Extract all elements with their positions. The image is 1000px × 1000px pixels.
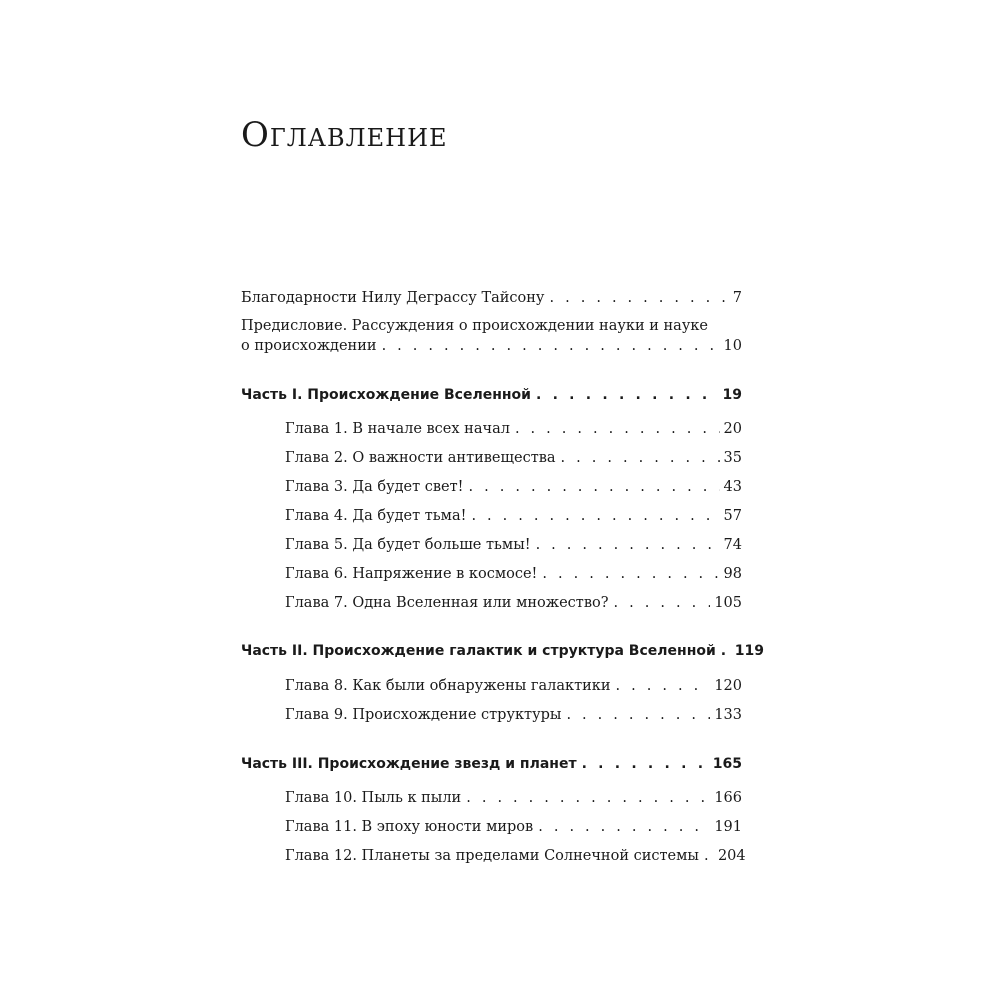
dot-leader [538,817,710,837]
toc-part-page: 165 [712,756,742,772]
toc-entry-title: Предисловие. Рассуждения о происхождении науки и науке [241,318,708,334]
toc-chapter-7[interactable] [285,593,742,613]
toc-part-3[interactable] [241,754,742,774]
toc-chapter-title: Глава 2. О важности антивещества [285,450,556,466]
toc-chapter-5[interactable] [285,535,742,555]
dot-leader [468,477,719,497]
toc-chapter-8[interactable] [285,676,742,696]
toc-chapter-title: Глава 5. Да будет больше тьмы! [285,537,531,553]
toc-chapter-page: 120 [714,678,742,694]
toc-entry-title-continued: о происхождении [241,338,377,354]
dot-leader [561,448,720,468]
toc-chapter-page: 133 [714,707,742,723]
toc-list [241,0,765,1000]
dot-leader [549,288,728,308]
toc-chapter-page: 43 [723,479,742,495]
toc-chapter-title: Глава 8. Как были обнаружены галактики [285,678,611,694]
dot-leader [566,705,710,725]
toc-part-page: 19 [722,387,742,403]
toc-chapter-11[interactable] [285,817,742,837]
toc-chapter-3[interactable] [285,477,742,497]
dot-leader [613,593,710,613]
dot-leader [616,676,711,696]
toc-chapter-page: 74 [723,537,742,553]
toc-chapter-2[interactable] [285,448,742,468]
toc-page [241,0,765,1000]
toc-part-2[interactable] [241,641,765,661]
toc-chapter-page: 166 [714,790,742,806]
toc-entry-title: Благодарности Нилу Деграссу Тайсону [241,290,545,306]
toc-chapter-title: Глава 10. Пыль к пыли [285,790,462,806]
toc-entry-page: 7 [732,290,742,306]
dot-leader [721,641,731,661]
dot-leader [466,788,710,808]
toc-chapter-6[interactable] [285,564,742,584]
toc-chapter-title: Глава 1. В начале всех начал [285,421,510,437]
dot-leader [382,336,720,356]
toc-chapter-9[interactable] [285,705,742,725]
toc-chapter-page: 105 [714,595,742,611]
toc-chapter-page: 191 [714,819,742,835]
toc-chapter-title: Глава 12. Планеты за пределами Солнечной системы [285,848,699,864]
toc-entry-preface[interactable] [241,316,742,356]
dot-leader [515,419,720,439]
toc-chapter-page: 35 [723,450,742,466]
toc-chapter-12[interactable] [285,846,746,866]
toc-chapter-page: 98 [723,566,742,582]
toc-chapter-title: Глава 7. Одна Вселенная или множество? [285,595,609,611]
toc-part-page: 119 [734,643,765,659]
toc-chapter-4[interactable] [285,506,742,526]
dot-leader [536,385,719,405]
toc-chapter-page: 204 [717,848,746,864]
toc-entry-page: 10 [723,338,742,354]
dot-leader [542,564,719,584]
toc-part-title: Часть II. Происхождение галактик и структура Вселенной [241,643,716,659]
toc-part-title: Часть I. Происхождение Вселенной [241,387,531,403]
dot-leader [471,506,719,526]
toc-chapter-title: Глава 11. В эпоху юности миров [285,819,534,835]
toc-entry-acknowledgements[interactable] [241,288,742,308]
dot-leader [582,754,709,774]
toc-part-title: Часть III. Происхождение звезд и планет [241,756,577,772]
toc-chapter-title: Глава 4. Да будет тьма! [285,508,467,524]
toc-chapter-title: Глава 3. Да будет свет! [285,479,464,495]
toc-title: Оглавление [241,115,448,155]
toc-chapter-title: Глава 9. Происхождение структуры [285,707,562,723]
toc-chapter-10[interactable] [285,788,742,808]
toc-chapter-page: 57 [723,508,742,524]
toc-chapter-page: 20 [723,421,742,437]
dot-leader [536,535,720,555]
dot-leader [704,846,714,866]
toc-part-1[interactable] [241,385,742,405]
toc-chapter-1[interactable] [285,419,742,439]
toc-chapter-title: Глава 6. Напряжение в космосе! [285,566,538,582]
